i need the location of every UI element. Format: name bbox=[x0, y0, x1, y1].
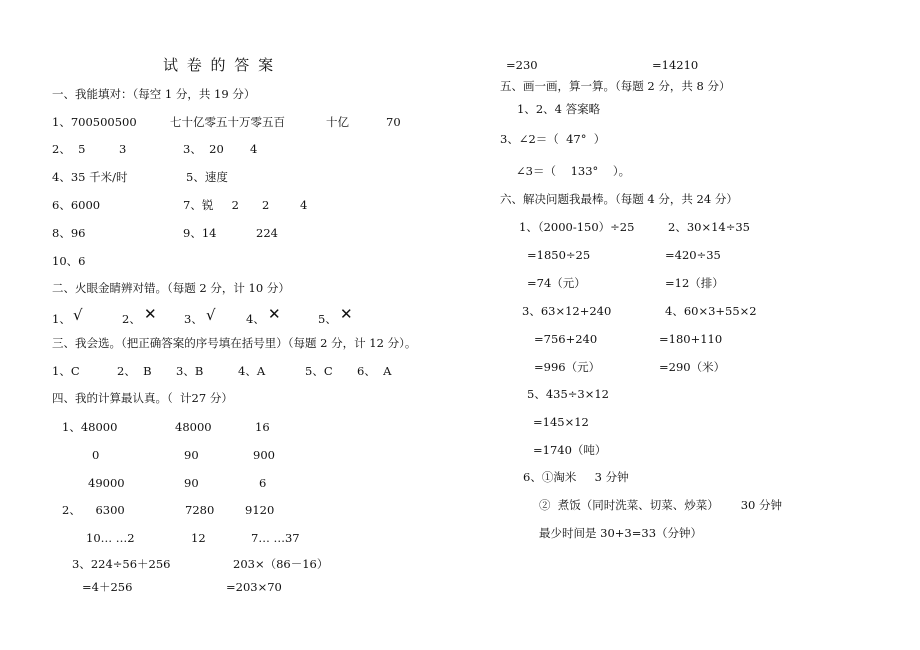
answer-line: 6、 A bbox=[357, 364, 392, 378]
answer-line: =4＋256 bbox=[82, 580, 133, 594]
answer-line: 4、60×3+55×2 bbox=[665, 304, 757, 318]
answer-line: 最少时间是 30+3=33（分钟） bbox=[539, 526, 703, 540]
answer-line: =1740（吨） bbox=[533, 443, 607, 457]
answer-line: =180+110 bbox=[659, 332, 723, 346]
answer-line: =14210 bbox=[652, 58, 699, 72]
answer-line: =74（元） bbox=[527, 276, 586, 290]
answer-line: 90 bbox=[184, 476, 199, 490]
answer-line: 2、 bbox=[122, 312, 141, 326]
answer-line: 3、∠2＝（ 47° ） bbox=[500, 132, 606, 146]
answer-line: 6、6000 bbox=[52, 198, 101, 212]
answer-line: =290（米） bbox=[659, 360, 726, 374]
cross-mark-icon: ✕ bbox=[144, 305, 157, 323]
answer-line: 900 bbox=[253, 448, 275, 462]
answer-line: 1、C bbox=[52, 364, 80, 378]
answer-line: 2、 6300 bbox=[62, 503, 125, 517]
cross-mark-icon: ✕ bbox=[340, 305, 353, 323]
section-4-heading: 四、我的计算最认真。（ 计27 分） bbox=[52, 391, 233, 405]
section-5-heading: 五、画一画，算一算。（每题 2 分，共 8 分） bbox=[500, 79, 731, 93]
answer-line: 7… …37 bbox=[251, 531, 300, 545]
answer-line: 12 bbox=[191, 531, 206, 545]
answer-line: 10、6 bbox=[52, 254, 86, 268]
check-mark-icon: √ bbox=[73, 306, 83, 324]
answer-line: 90 bbox=[184, 448, 199, 462]
answer-line: 3、 bbox=[184, 312, 203, 326]
answer-line: =996（元） bbox=[534, 360, 601, 374]
answer-line: ∠3＝（ 133° ）。 bbox=[516, 164, 631, 178]
answer-line: =203×70 bbox=[226, 580, 282, 594]
check-mark-icon: √ bbox=[206, 306, 216, 324]
section-1-heading: 一、我能填对：（每空 1 分，共 19 分） bbox=[52, 87, 256, 101]
answer-line: =12（排） bbox=[665, 276, 724, 290]
answer-line: 3、224÷56＋256 bbox=[72, 557, 171, 571]
answer-line: 8、96 bbox=[52, 226, 86, 240]
page-title: 试 卷 的 答 案 bbox=[163, 56, 276, 74]
answer-line: 5、 bbox=[318, 312, 337, 326]
answer-line: 1、2、4 答案略 bbox=[517, 102, 601, 116]
answer-line: 4、A bbox=[238, 364, 266, 378]
answer-line: 5、435÷3×12 bbox=[527, 387, 609, 401]
answer-line: =145×12 bbox=[533, 415, 589, 429]
answer-line: 七十亿零五十万零五百 bbox=[170, 115, 285, 129]
answer-line: 203×（86－16） bbox=[233, 557, 329, 571]
answer-line: 1、48000 bbox=[62, 420, 118, 434]
answer-line: 7、锐 2 bbox=[183, 198, 239, 212]
answer-line: 4 bbox=[250, 142, 258, 156]
answer-line: 70 bbox=[386, 115, 401, 129]
answer-line: 3、 20 bbox=[183, 142, 224, 156]
cross-mark-icon: ✕ bbox=[268, 305, 281, 323]
answer-line: 16 bbox=[255, 420, 270, 434]
answer-line: ② 煮饭（同时洗菜、切菜、炒菜） 30 分钟 bbox=[539, 498, 783, 512]
section-6-heading: 六、解决问题我最棒。（每题 4 分，共 24 分） bbox=[500, 192, 738, 206]
answer-line: =1850÷25 bbox=[527, 248, 591, 262]
answer-line: =756+240 bbox=[534, 332, 598, 346]
answer-line: 2、 B bbox=[117, 364, 152, 378]
answer-line: 3 bbox=[119, 142, 127, 156]
answer-line: 6、①淘米 3 分钟 bbox=[523, 470, 629, 484]
answer-line: =420÷35 bbox=[665, 248, 721, 262]
answer-line: 4、 bbox=[246, 312, 265, 326]
answer-line: 2 bbox=[262, 198, 270, 212]
answer-line: 2、30×14÷35 bbox=[668, 220, 750, 234]
answer-line: 9、14 bbox=[183, 226, 217, 240]
answer-line: 49000 bbox=[88, 476, 125, 490]
answer-line: 4、35 千米/时 bbox=[52, 170, 128, 184]
section-3-heading: 三、我会选。（把正确答案的序号填在括号里）（每题 2 分，计 12 分）。 bbox=[52, 336, 417, 350]
answer-line: 1、（2000-150）÷25 bbox=[519, 220, 635, 234]
answer-line: 5、速度 bbox=[186, 170, 228, 184]
answer-line: =230 bbox=[506, 58, 538, 72]
answer-line: 9120 bbox=[245, 503, 275, 517]
answer-line: 3、63×12+240 bbox=[522, 304, 612, 318]
answer-line: 1、 bbox=[52, 312, 71, 326]
answer-line: 7280 bbox=[185, 503, 215, 517]
answer-line: 4 bbox=[300, 198, 308, 212]
answer-line: 1、700500500 bbox=[52, 115, 137, 129]
answer-line: 2、 5 bbox=[52, 142, 86, 156]
answer-line: 5、C bbox=[305, 364, 333, 378]
answer-line: 224 bbox=[256, 226, 278, 240]
answer-line: 10… …2 bbox=[86, 531, 135, 545]
answer-line: 3、B bbox=[176, 364, 204, 378]
answer-line: 48000 bbox=[175, 420, 212, 434]
section-2-heading: 二、火眼金睛辨对错。（每题 2 分，计 10 分） bbox=[52, 281, 290, 295]
answer-line: 6 bbox=[259, 476, 267, 490]
answer-line: 0 bbox=[92, 448, 100, 462]
answer-line: 十亿 bbox=[326, 115, 349, 129]
